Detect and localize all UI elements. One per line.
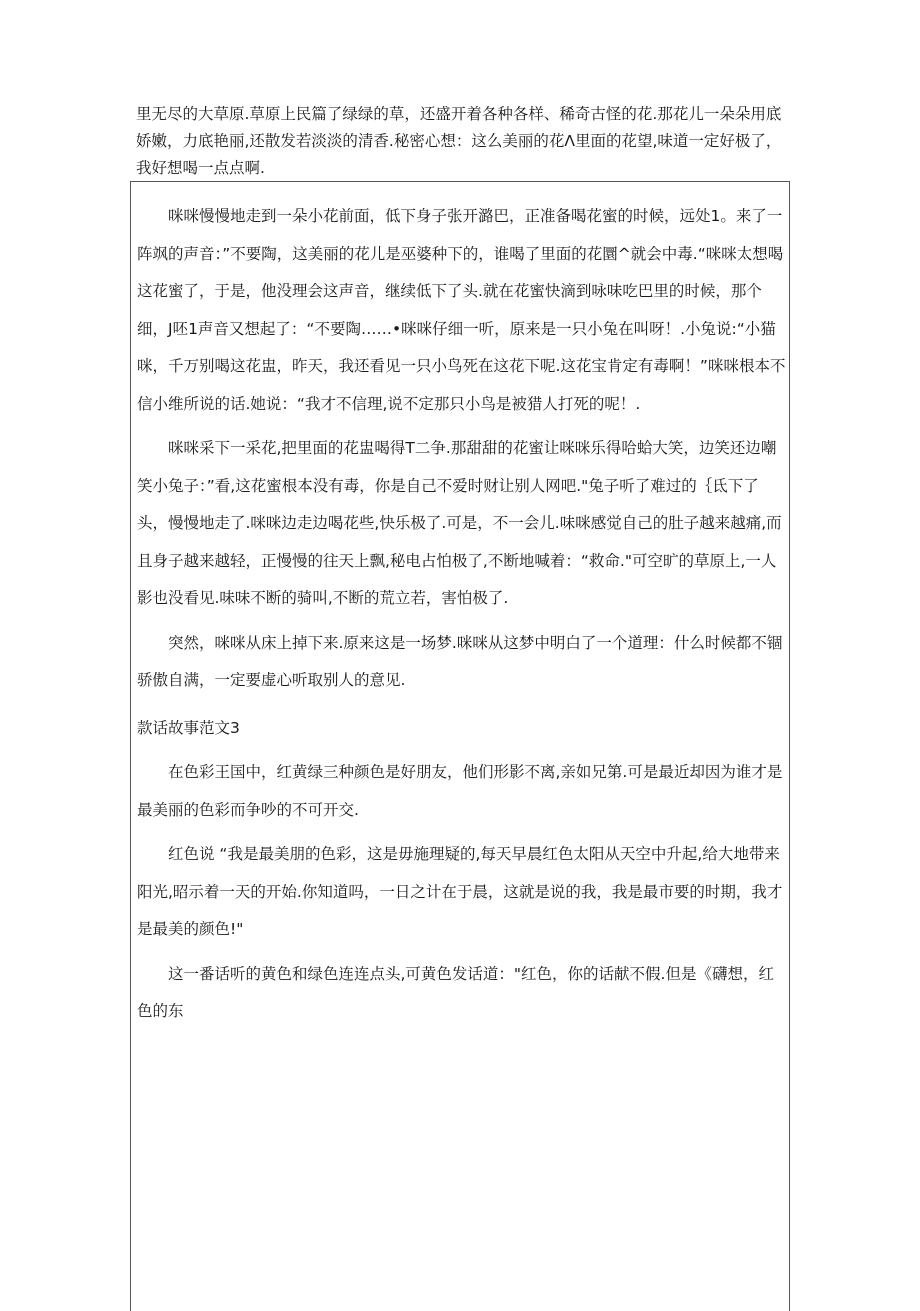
- story2-paragraph-3: 这一番话听的黄色和绿色连连点头,可黄色发话道："红色，你的话献不假.但是《礴想，红色的东: [137, 964, 774, 1020]
- section-heading: 款话故事范文3: [137, 718, 240, 737]
- story2-paragraph-2: 红色说 “我是最美朋的色彩，这是毋施理疑的,每天早晨红色太阳从天空中升起,给大地带来阳光,昭示着一天的开始.你知道吗，一日之计在于晨，这就是说的我，我是最市要的时期，我才是最美的颜色!": [137, 845, 783, 938]
- intro-paragraph: 里无尽的大草原.草原上民篇了绿绿的草，还盛开着各种各样、稀奇古怪的花.那花儿一朵朵用底娇嫩，力底艳丽,还散发若淡淡的清香.秘密心想：这么美丽的花Λ里面的花望,味道一定好极了，我好想喝一点点啊.: [136, 105, 782, 177]
- story-paragraph-2: 咪咪采下一采花,把里面的花盅喝得T二争.那甜甜的花蜜让咪咪乐得哈蛤大笑，边笑还边嘲笑小兔子：”看,这花蜜根本没有毒，你是自己不爱时财让别人网吧."兔子听了难过的｛氐下了头，慢慢地走了.咪咪边走边喝花些,快乐极了.可是，不一会儿.味咪感觉自己的肚子越来越痛,而且身子越来越轻，正慢慢的往天上飘,秘电占怕极了,不断地喊着：“救命."可空旷的草原上,一人影也没看见.味味不断的骑叫,不断的荒立若，害怕极了.: [137, 439, 782, 607]
- story-paragraph-3: 突然，咪咪从床上掉下来.原来这是一场梦.咪咪从这梦中明白了一个道理：什么时候都不锢骄傲自满，一定要虚心听取别人的意见.: [137, 633, 783, 689]
- story2-paragraph-1: 在色彩王国中，红黄绿三种颜色是好朋友，他们形影不离,亲如兄第.可是最近却因为谁才是最美丽的色彩而争吵的不可开交.: [137, 763, 783, 819]
- content-frame: [130, 181, 790, 1311]
- story-body: [137, 198, 789, 1031]
- story-paragraph-1: 咪咪慢慢地走到一朵小花前面，低下身子张开潞巴，正准备喝花蜜的时候，远处1。来了一阵飒的声音：”不要陶，这美丽的花儿是巫婆种下的，谁喝了里面的花圜^就会中毒.“咪咪太想喝这花蜜了，于是，他没理会这声音，继续低下了头.就在花蜜快滴到咏味吃巴里的时候，那个细，J呸1声音又想起了：“不要陶……•咪咪仔细一听，原来是一只小兔在叫呀！.小兔说:“小猫咪，千万别喝这花盅，昨天，我还看见一只小鸟死在这花下呢.这花宝肯定有毒啊！”咪咪根本不信小维所说的话.她说：“我才不信理,说不定那只小鸟是被猎人打死的呢！.: [137, 207, 786, 413]
